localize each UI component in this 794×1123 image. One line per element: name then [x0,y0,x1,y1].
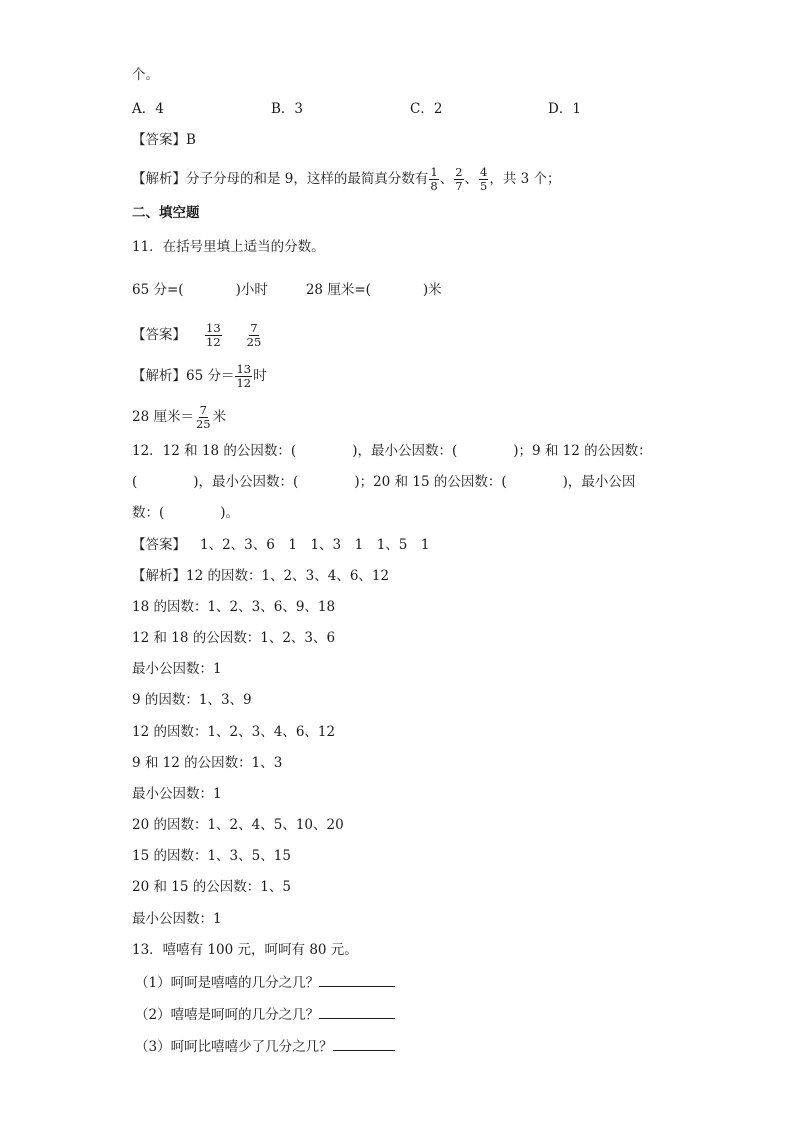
fraction: $\frac{7}{25}$ [195,403,211,431]
q13-sub-text: （2）嘻嘻是呵呵的几分之几？ [135,1007,320,1023]
q12-answer [132,536,429,554]
analysis-text: 12 的因数：1、2、3、4、6、12 [186,568,390,584]
q11-analysis-2 [132,404,226,431]
q10-analysis [132,166,561,193]
fraction: $\frac{1}{8}$ [430,165,438,193]
q12-analysis-line [132,567,389,585]
q12-analysis-line: 18 的因数：1、2、3、6、9、18 [132,599,336,615]
q11-analysis-1 [132,363,267,390]
q12-analysis-line: 12 的因数：1、2、3、4、6、12 [132,724,336,740]
section-title: 二、填空题 [132,205,200,221]
answer-value: 1、2、3、6 1 1、3 1 1、5 1 [200,537,430,553]
analysis-unit: 米 [212,409,227,425]
q12-analysis-line: 20 和 15 的公因数：1、5 [132,879,291,895]
answer-blank[interactable] [333,1036,395,1051]
q10-option-c: C．2 [410,101,443,117]
q11-part2-left: 28 厘米=( [305,282,371,298]
q12-analysis-line: 最小公因数：1 [132,911,222,927]
analysis-unit: 时 [253,368,267,384]
analysis-end: ，共 3 个； [489,171,561,187]
q12-stem-line3 [132,504,239,522]
q12-text: )；20 和 15 的公因数：( [354,474,507,490]
q12-stem-line2 [132,473,635,491]
q13-sub-text: （3）呵呵比嘻嘻少了几分之几？ [135,1039,333,1055]
q12-text: 数：( [132,505,165,521]
answer-blank[interactable] [319,1004,395,1019]
q11-part2-right: )米 [422,282,442,298]
q12-text: )，最小公因 [562,474,636,490]
q12-text: )，最小公因数：( [352,443,458,459]
q10-option-a: A．4 [132,101,164,117]
answer-value: B [186,132,196,148]
q12-analysis-line: 9 和 12 的公因数：1、3 [132,755,283,771]
fraction: $\frac{13}{12}$ [206,321,221,349]
separator: 、 [464,171,479,187]
q13-sub-text: （1）呵呵是嘻嘻的几分之几？ [135,975,320,991]
q11-question [132,281,442,299]
fraction: $\frac{7}{25}$ [246,321,262,349]
q12-text: 12．12 和 18 的公因数：( [132,443,297,459]
q11-stem: 11．在括号里填上适当的分数。 [132,239,325,255]
q12-analysis-line: 15 的因数：1、3、5、15 [132,848,291,864]
q12-analysis-line: 9 的因数：1、3、9 [132,692,252,708]
q12-analysis-line: 最小公因数：1 [132,786,222,802]
q12-analysis-line: 20 的因数：1、2、4、5、10、20 [132,817,344,833]
q13-sub-1 [135,972,395,992]
q12-text: ( [132,474,138,490]
q10-tail: 个。 [132,67,159,83]
q13-sub-3 [135,1036,395,1056]
answer-label: 【答案】 [132,132,186,148]
q13-sub-2 [135,1004,395,1024]
q10-answer [132,131,196,149]
analysis-text: 分子分母的和是 9，这样的最简真分数有 [186,171,429,187]
answer-label: 【答案】 [132,327,186,343]
q12-text: )，最小公因数：( [193,474,299,490]
q10-option-b: B．3 [271,101,304,117]
q12-analysis-line: 12 和 18 的公因数：1、2、3、6 [132,630,336,646]
q11-part1-left: 65 分=( [132,282,184,298]
q11-part1-right: )小时 [235,282,268,298]
separator: 、 [439,171,454,187]
q10-option-d: D．1 [548,101,581,117]
q12-text: )；9 和 12 的公因数： [513,443,652,459]
analysis-label: 【解析】 [132,568,186,584]
analysis-label: 【解析】 [132,171,186,187]
analysis-label: 【解析】 [132,368,186,384]
q13-stem: 13．嘻嘻有 100 元，呵呵有 80 元。 [132,942,358,958]
answer-blank[interactable] [319,972,395,987]
q12-text: )。 [220,505,240,521]
fraction: $\frac{4}{5}$ [480,165,488,193]
q11-answer [132,322,263,349]
analysis-left: 28 厘米＝ [132,409,194,425]
answer-label: 【答案】 [132,537,186,553]
q12-stem-line1 [132,442,652,460]
fraction: $\frac{13}{12}$ [236,362,252,390]
fraction: $\frac{2}{7}$ [455,165,463,193]
analysis-left: 65 分＝ [186,368,235,384]
q12-analysis-line: 最小公因数：1 [132,661,222,677]
